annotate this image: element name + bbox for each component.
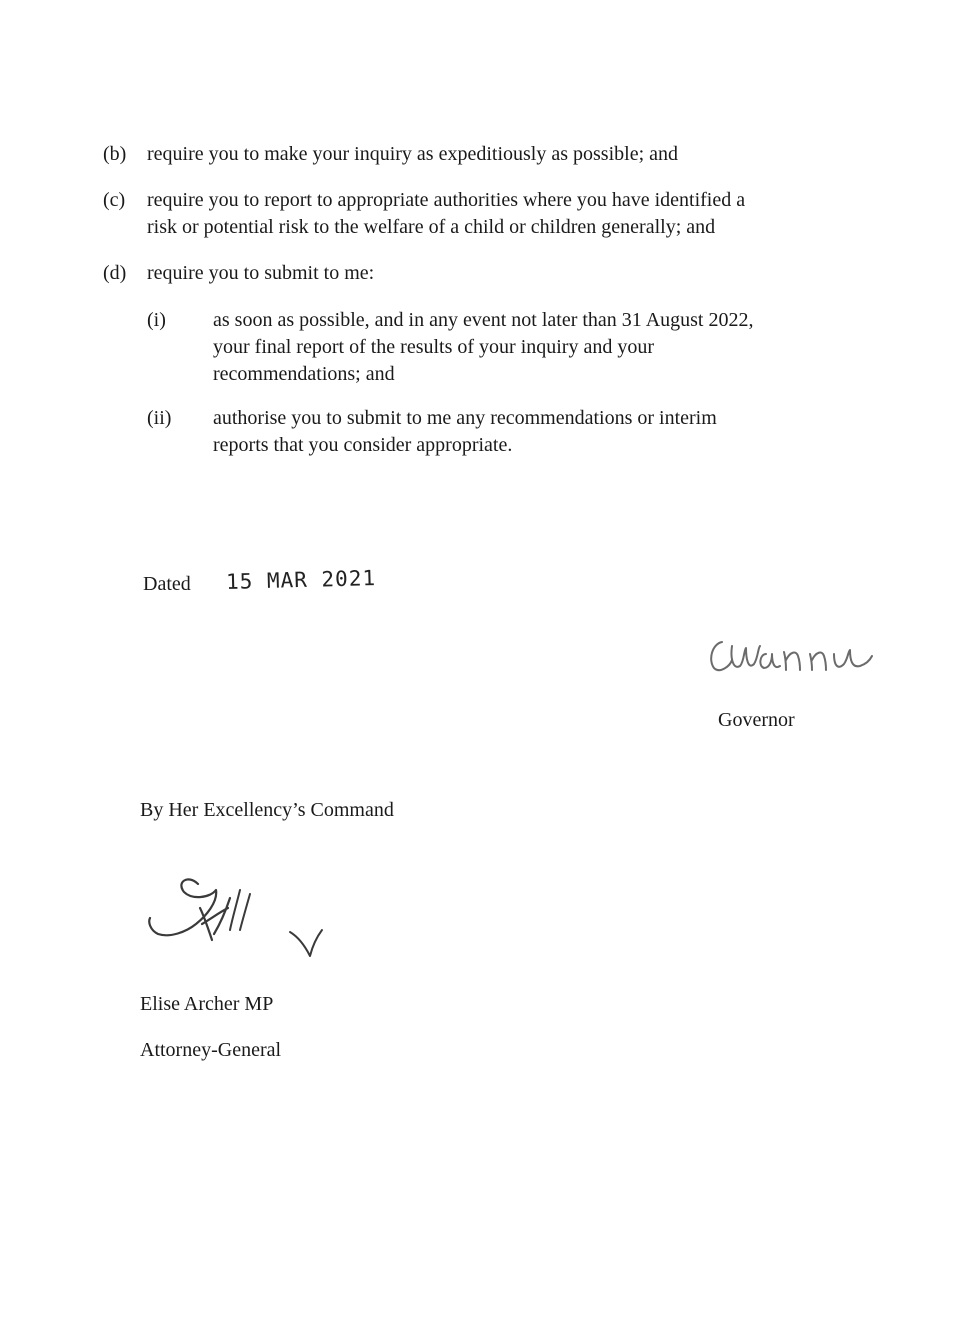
subclause-label: (i) xyxy=(147,309,166,331)
clause-c xyxy=(103,187,823,241)
subclause-line: your final report of the results of your inquiry and your xyxy=(213,336,655,358)
command-line: By Her Excellency’s Command xyxy=(140,799,394,821)
clause-text xyxy=(147,187,745,241)
subclause-text xyxy=(213,307,753,388)
attorney-name: Elise Archer MP xyxy=(140,993,274,1015)
subclause-line: reports that you consider appropriate. xyxy=(213,434,513,456)
subclause-i xyxy=(147,307,827,388)
clause-label: (b) xyxy=(103,143,127,165)
clause-label: (d) xyxy=(103,262,127,284)
clause-text xyxy=(147,141,678,168)
governor-signature xyxy=(700,620,880,690)
subclause-line: as soon as possible, and in any event not later than 31 August 2022, xyxy=(213,309,754,331)
clause-d xyxy=(103,260,823,287)
subclause-line: authorise you to submit to me any recommendations or interim xyxy=(213,407,717,429)
clause-line: require you to submit to me: xyxy=(147,262,375,284)
clause-line: risk or potential risk to the welfare of a child or children generally; and xyxy=(147,216,716,238)
subclause-line: recommendations; and xyxy=(213,363,395,385)
clause-label: (c) xyxy=(103,189,126,211)
clause-text xyxy=(147,260,374,287)
clause-line: require you to make your inquiry as expeditiously as possible; and xyxy=(147,143,679,165)
subclause-text xyxy=(213,405,717,459)
clause-b xyxy=(103,141,823,168)
governor-title: Governor xyxy=(718,709,795,731)
date-stamp: 15 MAR 2021 xyxy=(225,566,377,594)
attorney-title: Attorney-General xyxy=(140,1039,282,1061)
subclause-label: (ii) xyxy=(147,407,172,429)
subclause-ii xyxy=(147,405,827,459)
dated-label: Dated xyxy=(143,573,191,595)
clause-line: require you to report to appropriate authorities where you have identified a xyxy=(147,189,746,211)
attorney-signature xyxy=(140,868,340,968)
